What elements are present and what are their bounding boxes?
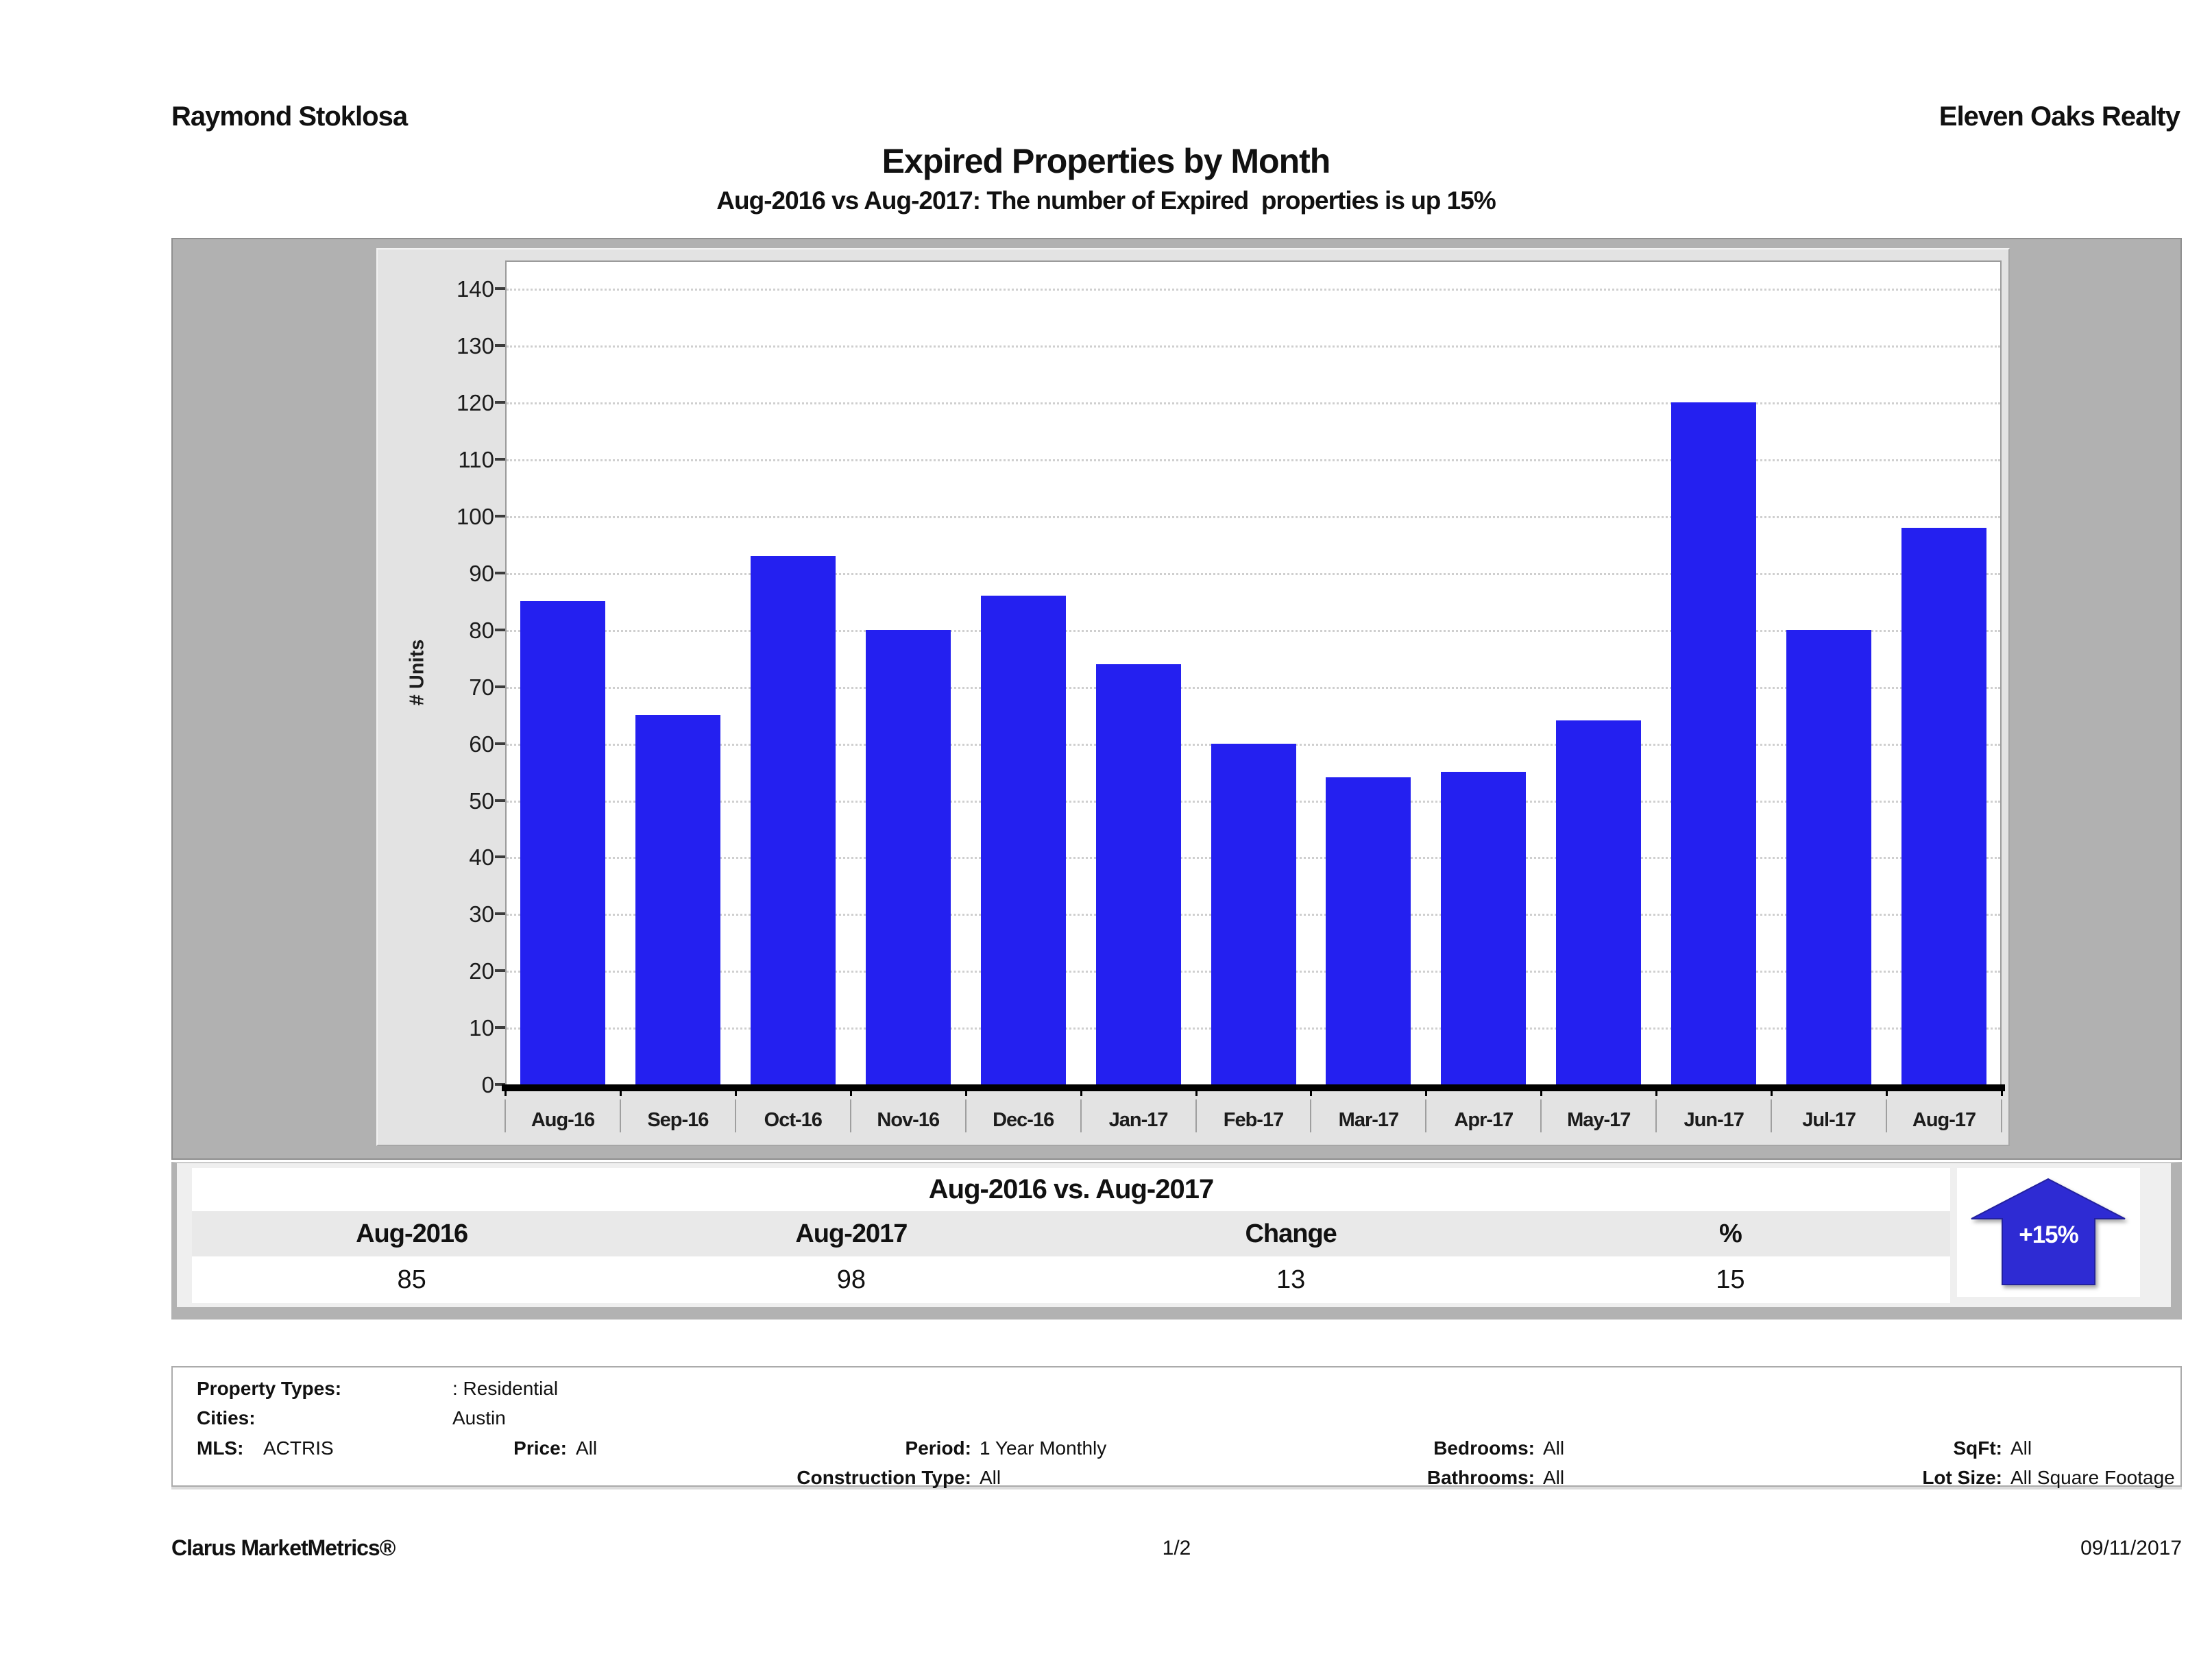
bar	[1096, 664, 1181, 1084]
x-axis-tick	[1195, 1091, 1198, 1096]
y-axis-title: # Units	[406, 639, 428, 706]
criteria-label: Cities:	[197, 1407, 256, 1428]
y-tick-label: 100	[456, 504, 494, 530]
x-label-separator	[1195, 1099, 1197, 1132]
page-subtitle: Aug-2016 vs Aug-2017: The number of Expired properties is up 15%	[716, 186, 1496, 215]
bar	[1556, 720, 1641, 1084]
summary-value: 13	[1276, 1265, 1306, 1294]
summary-col-header: Aug-2017	[795, 1219, 908, 1248]
y-axis-tick	[495, 1026, 505, 1029]
y-axis-tick	[495, 742, 505, 745]
x-axis-tick	[1771, 1091, 1773, 1096]
summary-col-header: %	[1718, 1219, 1742, 1248]
bar	[1326, 777, 1411, 1084]
x-label-separator	[1771, 1099, 1772, 1132]
x-label-separator	[965, 1099, 967, 1132]
criteria-value: 1 Year Monthly	[980, 1437, 1107, 1459]
x-label-separator	[850, 1099, 851, 1132]
x-label-separator	[1425, 1099, 1426, 1132]
x-axis-label: Aug-17	[1912, 1109, 1976, 1131]
y-tick-label: 70	[469, 674, 494, 700]
bar	[635, 715, 720, 1084]
bar	[751, 556, 836, 1084]
x-axis-tick	[735, 1091, 737, 1096]
brand-name: Clarus MarketMetrics®	[171, 1535, 396, 1560]
y-tick-label: 10	[469, 1015, 494, 1041]
x-label-separator	[1655, 1099, 1657, 1132]
criteria-value: All	[1543, 1467, 1565, 1488]
y-tick-label: 140	[456, 276, 494, 302]
summary-col-header: Change	[1245, 1219, 1337, 1248]
y-axis-tick	[495, 572, 505, 574]
bar	[1211, 744, 1296, 1084]
criteria-label: Lot Size:	[1922, 1467, 2002, 1488]
y-axis-tick	[495, 344, 505, 347]
criteria-value: All	[2010, 1437, 2032, 1459]
summary-value: 98	[836, 1265, 866, 1294]
x-axis-label: Feb-17	[1223, 1109, 1284, 1131]
gridline	[507, 516, 2000, 518]
x-axis-tick	[1425, 1091, 1427, 1096]
x-axis-tick	[505, 1091, 507, 1096]
y-tick-label: 110	[458, 447, 494, 473]
y-axis-tick	[495, 629, 505, 631]
trend-badge-label: +15%	[2019, 1221, 2078, 1248]
criteria-value: ACTRIS	[263, 1437, 334, 1459]
criteria-label: Price:	[513, 1437, 567, 1459]
x-label-separator	[2001, 1099, 2002, 1132]
x-axis-label: Dec-16	[993, 1109, 1054, 1131]
gridline	[507, 345, 2000, 348]
x-label-separator	[1310, 1099, 1311, 1132]
brokerage-name: Eleven Oaks Realty	[1938, 101, 2180, 132]
gridline	[507, 630, 2000, 632]
criteria-value: All	[576, 1437, 598, 1459]
y-axis-tick	[495, 799, 505, 802]
y-tick-label: 0	[481, 1072, 494, 1097]
x-axis-tick	[2001, 1091, 2003, 1096]
x-axis-baseline	[502, 1084, 2005, 1091]
y-axis-tick	[495, 401, 505, 404]
x-axis-label: Aug-16	[531, 1109, 595, 1131]
y-axis-tick	[495, 515, 505, 518]
bar	[1786, 630, 1871, 1084]
x-axis-label: Oct-16	[764, 1109, 822, 1131]
y-axis-tick	[495, 685, 505, 688]
x-label-separator	[505, 1099, 506, 1132]
page-title: Expired Properties by Month	[882, 142, 1330, 180]
x-axis-tick	[1310, 1091, 1312, 1096]
y-tick-label: 120	[456, 390, 494, 416]
summary-col-header: Aug-2016	[356, 1219, 468, 1248]
x-axis-label: Jul-17	[1802, 1109, 1856, 1131]
criteria-label: SqFt:	[1953, 1437, 2002, 1459]
criteria-value: All	[1543, 1437, 1565, 1459]
x-axis-label: Mar-17	[1338, 1109, 1399, 1131]
criteria-label: Bathrooms:	[1426, 1467, 1535, 1488]
summary-table-value-row	[192, 1256, 1950, 1303]
criteria-label: Construction Type:	[797, 1467, 971, 1488]
x-label-separator	[735, 1099, 736, 1132]
x-axis-label: Apr-17	[1454, 1109, 1514, 1131]
y-tick-label: 60	[469, 731, 494, 757]
report-date: 09/11/2017	[2080, 1537, 2182, 1559]
criteria-label: MLS:	[197, 1437, 244, 1459]
bar	[866, 630, 951, 1084]
page-number: 1/2	[1162, 1537, 1191, 1559]
x-axis-tick	[1655, 1091, 1657, 1096]
x-label-separator	[1540, 1099, 1542, 1132]
x-axis-label: May-17	[1567, 1109, 1631, 1131]
y-tick-label: 90	[469, 560, 494, 586]
y-axis-tick	[495, 969, 505, 972]
x-axis-label: Jun-17	[1684, 1109, 1744, 1131]
criteria-value: All	[980, 1467, 1001, 1488]
x-axis-tick	[620, 1091, 622, 1096]
bar	[1441, 772, 1526, 1084]
x-axis-tick	[1080, 1091, 1082, 1096]
summary-table-header-row	[192, 1211, 1950, 1256]
criteria-label: Property Types:	[197, 1378, 342, 1399]
chart-outer-frame	[171, 238, 2182, 1160]
criteria-value: : Residential	[452, 1378, 559, 1399]
x-label-separator	[1080, 1099, 1082, 1132]
y-axis-tick	[495, 912, 505, 915]
bar	[520, 601, 605, 1084]
bar	[1671, 402, 1756, 1084]
x-label-separator	[620, 1099, 621, 1132]
summary-value: 15	[1716, 1265, 1745, 1294]
gridline	[507, 573, 2000, 575]
bar	[1901, 528, 1986, 1084]
y-tick-label: 30	[469, 901, 494, 927]
trend-badge	[1957, 1168, 2140, 1297]
y-tick-label: 80	[469, 617, 494, 643]
agent-name: Raymond Stoklosa	[171, 101, 408, 132]
y-axis-tick	[495, 458, 505, 461]
x-axis-label: Sep-16	[647, 1109, 709, 1131]
criteria-label: Period:	[905, 1437, 971, 1459]
y-tick-label: 130	[456, 333, 494, 359]
x-axis-tick	[965, 1091, 967, 1096]
x-label-separator	[1886, 1099, 1887, 1132]
x-axis-tick	[850, 1091, 852, 1096]
x-axis-tick	[1540, 1091, 1542, 1096]
y-tick-label: 50	[469, 788, 494, 814]
summary-table	[192, 1168, 1950, 1303]
y-tick-label: 40	[469, 844, 494, 871]
y-tick-label: 20	[469, 958, 494, 984]
gridline	[507, 402, 2000, 404]
criteria-box	[171, 1366, 2182, 1487]
bar	[981, 596, 1066, 1084]
gridline	[507, 687, 2000, 689]
summary-table-title: Aug-2016 vs. Aug-2017	[192, 1168, 1950, 1211]
gridline	[507, 289, 2000, 291]
gridline	[507, 459, 2000, 461]
bar-chart	[376, 248, 2010, 1146]
criteria-value: Austin	[452, 1407, 506, 1428]
x-axis-label: Jan-17	[1108, 1109, 1168, 1131]
y-axis-tick	[495, 855, 505, 858]
summary-panel	[171, 1162, 2182, 1320]
summary-value: 85	[397, 1265, 426, 1294]
x-axis-tick	[1886, 1091, 1888, 1096]
x-axis-label: Nov-16	[877, 1109, 940, 1131]
criteria-value: All Square Footage	[2010, 1467, 2175, 1488]
y-axis-tick	[495, 287, 505, 290]
criteria-label: Bedrooms:	[1433, 1437, 1535, 1459]
